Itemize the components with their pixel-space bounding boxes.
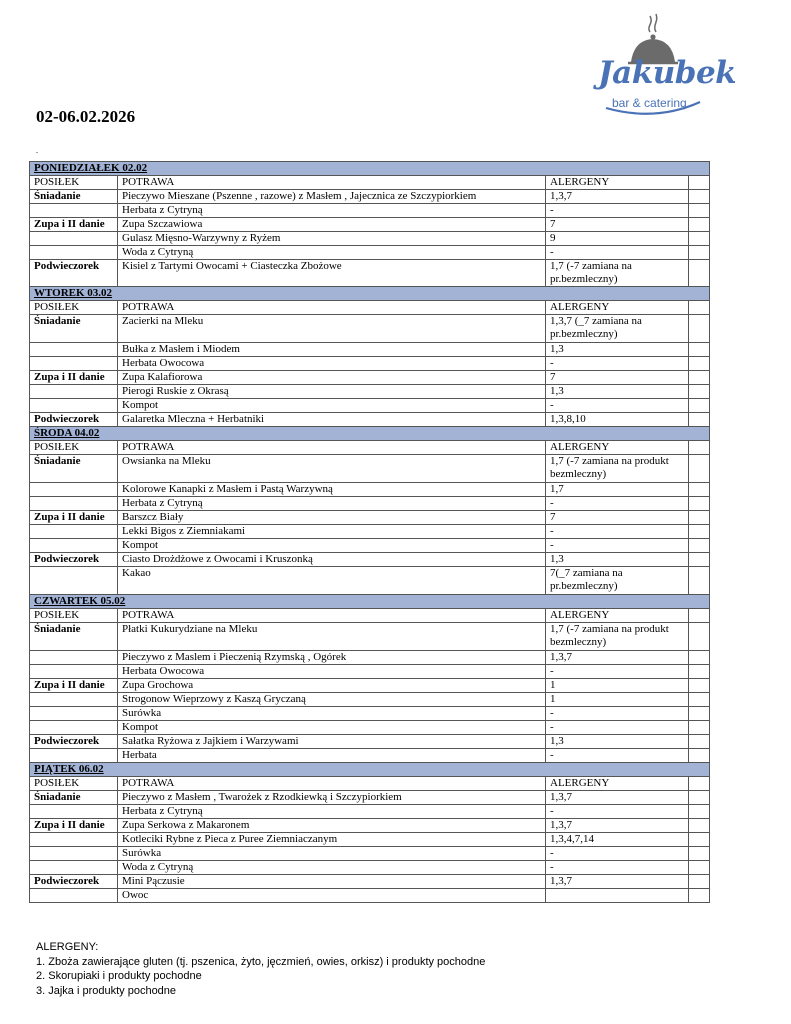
meal-cell: Śniadanie [30,190,118,204]
empty-cell [689,679,710,693]
column-header-row [30,609,710,623]
dish-cell: Bułka z Masłem i Miodem [118,343,546,357]
allergens-cell: 7 [546,511,689,525]
meal-cell [30,693,118,707]
menu-row [30,343,710,357]
meal-cell [30,357,118,371]
menu-row [30,665,710,679]
empty-cell [689,539,710,553]
empty-cell [689,246,710,260]
dish-cell: Woda z Cytryną [118,246,546,260]
dish-cell: Lekki Bigos z Ziemniakami [118,525,546,539]
menu-row [30,553,710,567]
menu-row [30,707,710,721]
empty-cell [689,735,710,749]
menu-row [30,497,710,511]
empty-cell [689,260,710,287]
column-header-dish: POTRAWA [118,441,546,455]
empty-cell [689,861,710,875]
dish-cell: Herbata [118,749,546,763]
column-header-allergens: ALERGENY [546,441,689,455]
allergens-cell: - [546,246,689,260]
meal-cell [30,232,118,246]
allergens-legend-item: 1. Zboża zawierające gluten (tj. pszenica, żyto, jęczmień, owies, orkisz) i produkty pochodne [36,955,486,968]
empty-cell [689,707,710,721]
empty-cell [689,232,710,246]
allergens-cell: 1,3,8,10 [546,413,689,427]
meal-cell: Podwieczorek [30,735,118,749]
meal-cell: Zupa i II danie [30,218,118,232]
column-header-meal: POSIŁEK [30,777,118,791]
column-header-dish: POTRAWA [118,609,546,623]
menu-row [30,819,710,833]
empty-cell [689,441,710,455]
allergens-cell: - [546,847,689,861]
meal-cell: Podwieczorek [30,553,118,567]
allergens-cell: - [546,525,689,539]
weekly-menu-table [29,161,710,903]
allergens-cell: 1,3,7 [546,651,689,665]
column-header-dish: POTRAWA [118,777,546,791]
column-header-dish: POTRAWA [118,176,546,190]
allergens-legend-item: 3. Jajka i produkty pochodne [36,984,177,997]
meal-cell [30,847,118,861]
allergens-cell: 1 [546,679,689,693]
allergens-cell: 1,3 [546,735,689,749]
dish-cell: Strogonow Wieprzowy z Kaszą Gryczaną [118,693,546,707]
column-header-row [30,176,710,190]
menu-row [30,246,710,260]
dish-cell: Kompot [118,399,546,413]
allergens-cell: 7 [546,218,689,232]
dish-cell: Herbata Owocowa [118,665,546,679]
empty-cell [689,385,710,399]
column-header-allergens: ALERGENY [546,301,689,315]
menu-row [30,693,710,707]
allergens-legend-item: 2. Skorupiaki i produkty pochodne [36,970,202,982]
menu-row [30,679,710,693]
dish-cell: Ciasto Drożdżowe z Owocami i Kruszonką [118,553,546,567]
allergens-cell: 1,3 [546,553,689,567]
empty-cell [689,609,710,623]
menu-row [30,805,710,819]
day-header: CZWARTEK 05.02 [30,595,710,609]
dish-cell: Surówka [118,707,546,721]
allergens-cell: 7(_7 zamiana na pr.bezmleczny) [546,567,689,595]
dish-cell: Pieczywo z Maslem i Pieczenią Rzymską , Ogórek [118,651,546,665]
day-header: PONIEDZIAŁEK 02.02 [30,162,710,176]
allergens-cell: - [546,357,689,371]
empty-cell [689,343,710,357]
column-header-allergens: ALERGENY [546,609,689,623]
dish-cell: Kolorowe Kanapki z Masłem i Pastą Warzywną [118,483,546,497]
empty-cell [689,511,710,525]
dish-cell: Woda z Cytryną [118,861,546,875]
menu-row [30,623,710,651]
column-header-meal: POSIŁEK [30,176,118,190]
allergens-cell: - [546,721,689,735]
dish-cell: Kompot [118,539,546,553]
dish-cell: Zupa Grochowa [118,679,546,693]
allergens-cell: - [546,204,689,218]
empty-cell [689,190,710,204]
menu-row [30,413,710,427]
meal-cell: Podwieczorek [30,260,118,287]
empty-cell [689,413,710,427]
menu-row [30,847,710,861]
day-header-row [30,162,710,176]
meal-cell: Śniadanie [30,791,118,805]
column-header-allergens: ALERGENY [546,176,689,190]
menu-row [30,861,710,875]
allergens-cell: 1,7 [546,483,689,497]
dish-cell: Owsianka na Mleku [118,455,546,483]
allergens-cell: - [546,497,689,511]
allergens-cell: 1,7 (-7 zamiana na produkt bezmleczny) [546,623,689,651]
allergens-legend [36,940,485,998]
menu-row [30,371,710,385]
allergens-cell: 1 [546,693,689,707]
meal-cell [30,665,118,679]
allergens-legend-title: ALERGENY: [36,941,99,953]
allergens-cell: - [546,749,689,763]
meal-cell [30,567,118,595]
allergens-cell: 9 [546,232,689,246]
menu-row [30,833,710,847]
dish-cell: Płatki Kukurydziane na Mleku [118,623,546,651]
empty-cell [689,553,710,567]
allergens-cell: - [546,861,689,875]
column-header-dish: POTRAWA [118,301,546,315]
empty-cell [689,819,710,833]
allergens-cell: - [546,665,689,679]
meal-cell: Śniadanie [30,455,118,483]
dish-cell: Herbata Owocowa [118,357,546,371]
meal-cell [30,343,118,357]
dish-cell: Herbata z Cytryną [118,497,546,511]
empty-cell [689,371,710,385]
menu-row [30,721,710,735]
dish-cell: Mini Pączusie [118,875,546,889]
menu-row [30,357,710,371]
empty-cell [689,301,710,315]
dish-cell: Kotleciki Rybne z Pieca z Puree Ziemniaczanym [118,833,546,847]
meal-cell [30,497,118,511]
empty-cell [689,525,710,539]
meal-cell [30,833,118,847]
meal-cell [30,483,118,497]
empty-cell [689,805,710,819]
allergens-cell: 1,7 (-7 zamiana na produkt bezmleczny) [546,455,689,483]
meal-cell: Podwieczorek [30,413,118,427]
empty-cell [689,623,710,651]
empty-cell [689,483,710,497]
allergens-cell: 1,3,7 (_7 zamiana na pr.bezmleczny) [546,315,689,343]
menu-row [30,749,710,763]
column-header-row [30,777,710,791]
dish-cell: Zacierki na Mleku [118,315,546,343]
allergens-cell: 1,3,7 [546,190,689,204]
logo-wordmark: Jakubek [598,55,737,91]
menu-row [30,385,710,399]
menu-row [30,399,710,413]
dish-cell: Owoc [118,889,546,903]
allergens-cell: 1,3 [546,385,689,399]
day-header-row [30,763,710,777]
logo-tagline: bar & catering [612,96,687,110]
allergens-cell: - [546,805,689,819]
dish-cell: Herbata z Cytryną [118,805,546,819]
meal-cell [30,805,118,819]
menu-row [30,190,710,204]
meal-cell [30,749,118,763]
empty-cell [689,497,710,511]
menu-row [30,455,710,483]
empty-cell [689,889,710,903]
empty-cell [689,651,710,665]
empty-cell [689,721,710,735]
allergens-cell [546,889,689,903]
menu-row [30,218,710,232]
empty-cell [689,665,710,679]
menu-row [30,525,710,539]
empty-cell [689,455,710,483]
column-header-meal: POSIŁEK [30,441,118,455]
allergens-cell: 7 [546,371,689,385]
menu-row [30,511,710,525]
dish-cell: Pieczywo Mieszane (Pszenne , razowe) z Masłem , Jajecznica ze Szczypiorkiem [118,190,546,204]
dish-cell: Galaretka Mleczna + Herbatniki [118,413,546,427]
allergens-cell: 1,3,7 [546,819,689,833]
meal-cell: Śniadanie [30,623,118,651]
menu-row [30,889,710,903]
allergens-cell: - [546,399,689,413]
meal-cell [30,204,118,218]
column-header-row [30,441,710,455]
meal-cell: Podwieczorek [30,875,118,889]
day-header: PIĄTEK 06.02 [30,763,710,777]
empty-cell [689,315,710,343]
empty-cell [689,749,710,763]
dish-cell: Herbata z Cytryną [118,204,546,218]
dish-cell: Barszcz Biały [118,511,546,525]
meal-cell [30,399,118,413]
empty-cell [689,357,710,371]
meal-cell [30,385,118,399]
dish-cell: Sałatka Ryżowa z Jajkiem i Warzywami [118,735,546,749]
allergens-cell: 1,3,7 [546,875,689,889]
allergens-cell: 1,3,4,7,14 [546,833,689,847]
menu-row [30,232,710,246]
column-header-row [30,301,710,315]
empty-cell [689,176,710,190]
menu-row [30,735,710,749]
empty-cell [689,204,710,218]
dish-cell: Zupa Szczawiowa [118,218,546,232]
allergens-cell: - [546,707,689,721]
meal-cell: Zupa i II danie [30,679,118,693]
empty-cell [689,777,710,791]
empty-cell [689,791,710,805]
meal-cell [30,889,118,903]
menu-row [30,567,710,595]
empty-cell [689,847,710,861]
menu-row [30,791,710,805]
menu-row [30,651,710,665]
meal-cell: Zupa i II danie [30,511,118,525]
day-header-row [30,595,710,609]
allergens-cell: - [546,539,689,553]
meal-cell [30,721,118,735]
empty-cell [689,875,710,889]
meal-cell [30,525,118,539]
meal-cell [30,861,118,875]
dish-cell: Pieczywo z Masłem , Twarożek z Rzodkiewką i Szczypiorkiem [118,791,546,805]
column-header-meal: POSIŁEK [30,609,118,623]
empty-cell [689,567,710,595]
dish-cell: Pierogi Ruskie z Okrasą [118,385,546,399]
dish-cell: Kakao [118,567,546,595]
meal-cell [30,707,118,721]
menu-row [30,315,710,343]
allergens-cell: 1,3 [546,343,689,357]
day-header: ŚRODA 04.02 [30,427,710,441]
day-header-row [30,287,710,301]
dish-cell: Zupa Serkowa z Makaronem [118,819,546,833]
meal-cell [30,246,118,260]
meal-cell [30,651,118,665]
menu-row [30,875,710,889]
dish-cell: Kompot [118,721,546,735]
meal-cell: Śniadanie [30,315,118,343]
empty-cell [689,218,710,232]
column-header-allergens: ALERGENY [546,777,689,791]
menu-row [30,204,710,218]
dish-cell: Gulasz Mięsno-Warzywny z Ryżem [118,232,546,246]
meal-cell [30,539,118,553]
empty-cell [689,833,710,847]
day-header-row [30,427,710,441]
stray-dot: . [36,146,38,155]
menu-row [30,260,710,287]
page-title: 02-06.02.2026 [36,107,136,126]
allergens-cell: 1,7 (-7 zamiana na pr.bezmleczny) [546,260,689,287]
menu-row [30,539,710,553]
dish-cell: Kisiel z Tartymi Owocami + Ciasteczka Zbożowe [118,260,546,287]
dish-cell: Surówka [118,847,546,861]
meal-cell: Zupa i II danie [30,819,118,833]
day-header: WTOREK 03.02 [30,287,710,301]
empty-cell [689,693,710,707]
dish-cell: Zupa Kalafiorowa [118,371,546,385]
column-header-meal: POSIŁEK [30,301,118,315]
allergens-cell: 1,3,7 [546,791,689,805]
empty-cell [689,399,710,413]
menu-row [30,483,710,497]
meal-cell: Zupa i II danie [30,371,118,385]
